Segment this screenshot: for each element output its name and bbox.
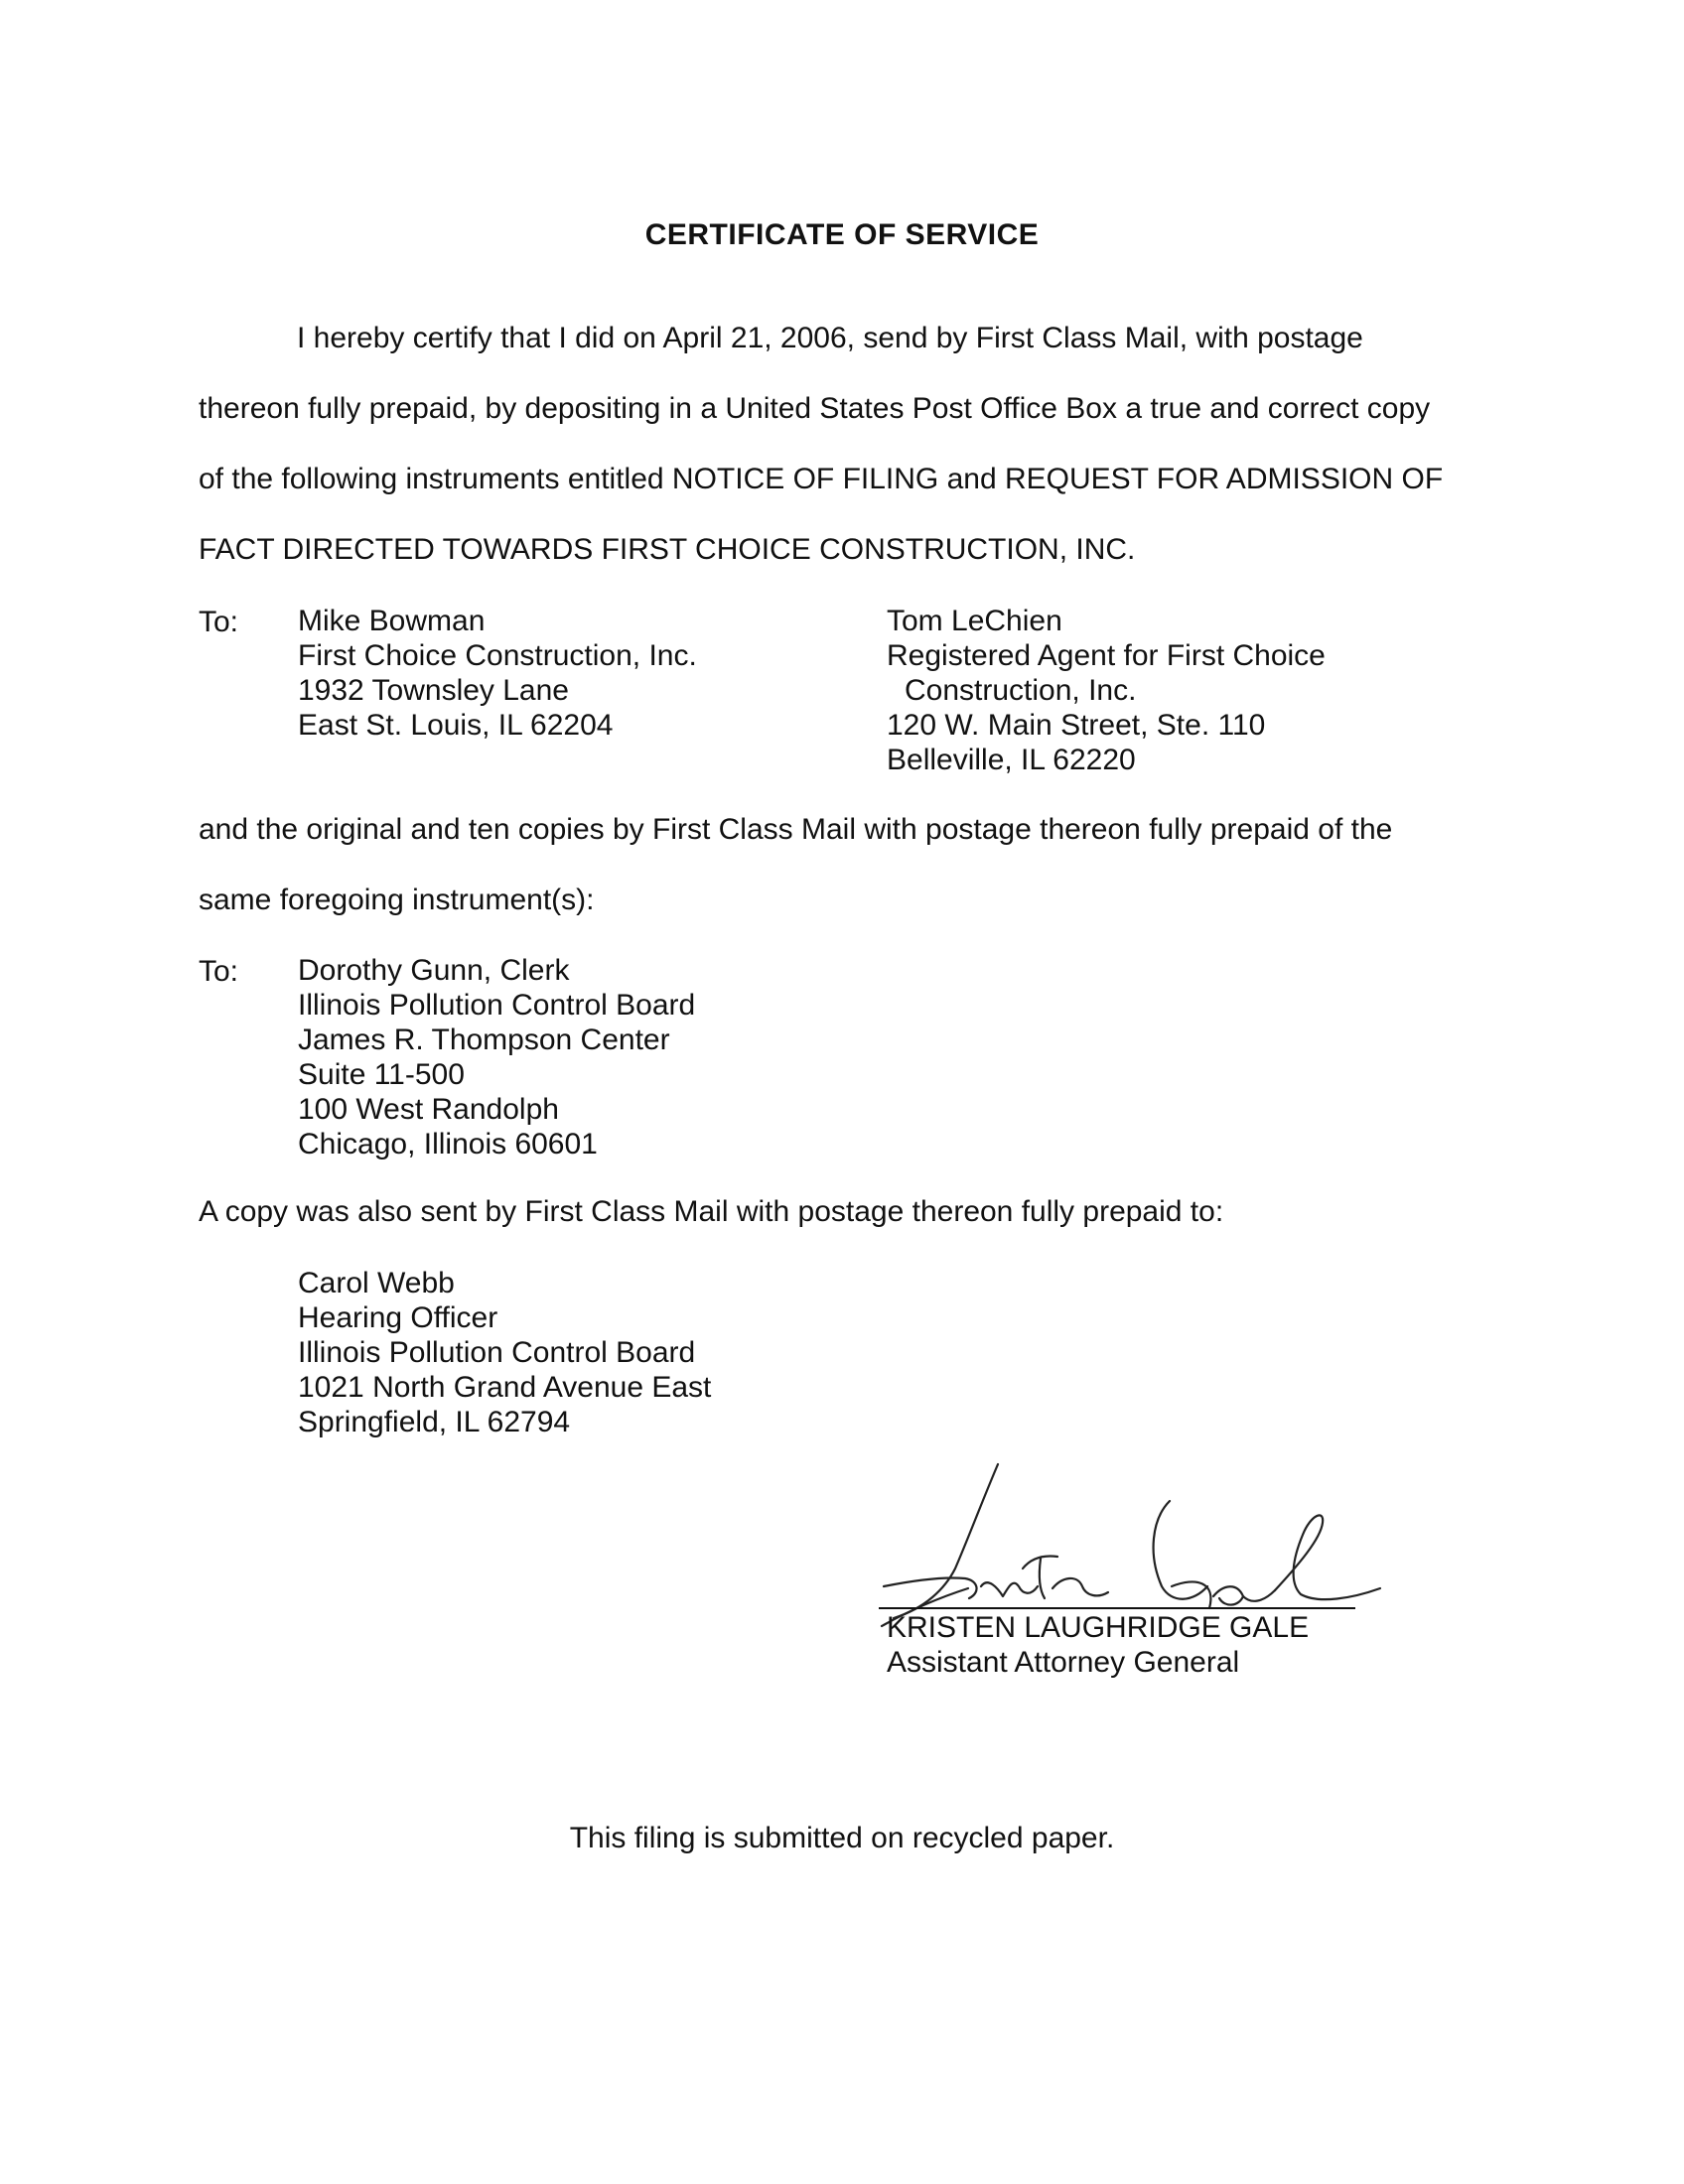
address-block-tom-lechien	[887, 604, 1326, 777]
paragraph-line: A copy was also sent by First Class Mail with postage thereon fully prepaid to:	[199, 1195, 1224, 1228]
intro-line: I hereby certify that I did on April 21, 2006, send by First Class Mail, with postage	[297, 322, 1363, 354]
address-line: James R. Thompson Center	[298, 1024, 670, 1056]
address-line: Hearing Officer	[298, 1301, 498, 1334]
to-label: To:	[199, 955, 239, 988]
footer-note: This filing is submitted on recycled paper.	[569, 1822, 1115, 1854]
document-title: CERTIFICATE OF SERVICE	[644, 218, 1040, 251]
address-line: 100 West Randolph	[298, 1093, 559, 1126]
address-block-mike-bowman	[298, 604, 697, 743]
address-line: Belleville, IL 62220	[887, 744, 1136, 776]
signer-block	[887, 1610, 1309, 1680]
address-line: 1021 North Grand Avenue East	[298, 1371, 712, 1404]
address-line: Carol Webb	[298, 1267, 455, 1299]
copy-sent-paragraph	[199, 1194, 1509, 1229]
address-line: Mike Bowman	[298, 605, 486, 637]
address-line: First Choice Construction, Inc.	[298, 639, 697, 672]
address-line: 120 W. Main Street, Ste. 110	[887, 709, 1266, 742]
signature-line	[879, 1607, 1355, 1609]
address-line: Suite 11-500	[298, 1058, 465, 1091]
address-line: Chicago, Illinois 60601	[298, 1128, 598, 1160]
address-line: 1932 Townsley Lane	[298, 674, 569, 707]
address-line: Registered Agent for First Choice	[887, 639, 1326, 672]
address-line: Construction, Inc.	[905, 674, 1137, 707]
address-line: Illinois Pollution Control Board	[298, 1336, 696, 1369]
intro-line: thereon fully prepaid, by depositing in a United States Post Office Box a true and correct copy	[199, 392, 1431, 425]
intro-line: FACT DIRECTED TOWARDS FIRST CHOICE CONSTRUCTION, INC.	[199, 533, 1136, 566]
address-block-clerk	[298, 953, 695, 1161]
address-line: Dorothy Gunn, Clerk	[298, 954, 570, 987]
signer-title: Assistant Attorney General	[887, 1646, 1240, 1679]
address-block-hearing-officer	[298, 1266, 711, 1439]
to-label: To:	[199, 606, 239, 638]
address-line: Illinois Pollution Control Board	[298, 989, 696, 1022]
paragraph-line: same foregoing instrument(s):	[199, 884, 595, 916]
address-line: East St. Louis, IL 62204	[298, 709, 614, 742]
intro-paragraph	[199, 303, 1509, 585]
signer-name: KRISTEN LAUGHRIDGE GALE	[887, 1611, 1310, 1644]
address-line: Tom LeChien	[887, 605, 1062, 637]
address-line: Springfield, IL 62794	[298, 1406, 571, 1438]
handwritten-signature	[874, 1459, 1390, 1628]
paragraph-line: and the original and ten copies by First Class Mail with postage thereon fully prepaid of the	[199, 813, 1393, 846]
original-copies-paragraph	[199, 794, 1509, 935]
intro-line: of the following instruments entitled NOTICE OF FILING and REQUEST FOR ADMISSION OF	[199, 463, 1444, 495]
